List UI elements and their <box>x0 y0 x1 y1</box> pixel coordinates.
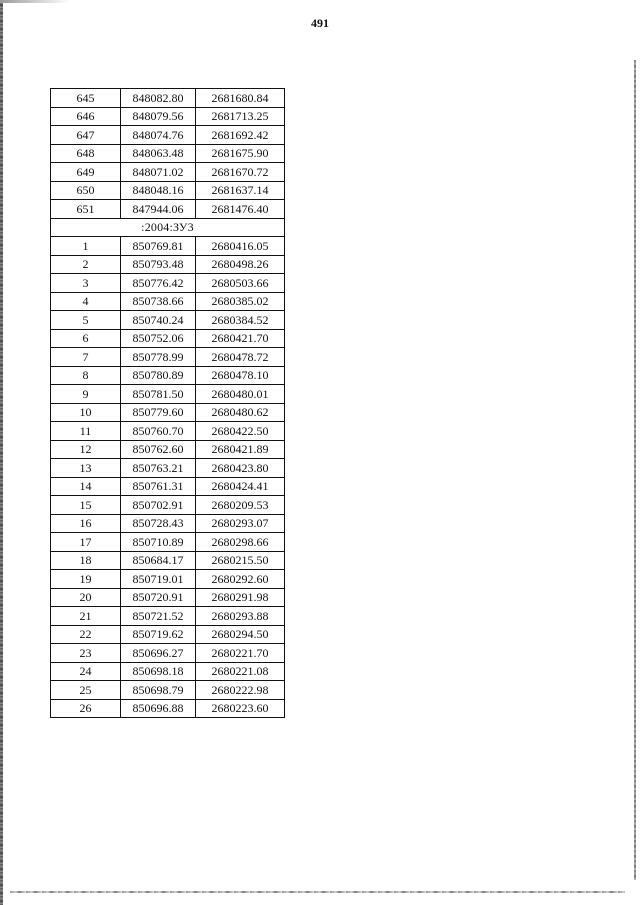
x-coordinate-cell: 850710.89 <box>121 533 196 552</box>
point-number-cell: 5 <box>51 311 121 330</box>
table-row <box>51 533 285 552</box>
table-row <box>51 644 285 663</box>
y-coordinate-cell: 2680503.66 <box>196 274 285 293</box>
table-row <box>51 144 285 163</box>
y-coordinate-cell: 2680209.53 <box>196 496 285 515</box>
x-coordinate-cell: 850762.60 <box>121 440 196 459</box>
table-row <box>51 662 285 681</box>
table-row <box>51 514 285 533</box>
table-row <box>51 699 285 718</box>
scan-edge-left <box>0 0 3 905</box>
x-coordinate-cell: 850781.50 <box>121 385 196 404</box>
table-row <box>51 588 285 607</box>
point-number-cell: 10 <box>51 403 121 422</box>
table-row <box>51 496 285 515</box>
x-coordinate-cell: 848082.80 <box>121 89 196 108</box>
table-row <box>51 366 285 385</box>
point-number-cell: 24 <box>51 662 121 681</box>
point-number-cell: 21 <box>51 607 121 626</box>
y-coordinate-cell: 2680423.80 <box>196 459 285 478</box>
x-coordinate-cell: 850780.89 <box>121 366 196 385</box>
x-coordinate-cell: 850696.27 <box>121 644 196 663</box>
x-coordinate-cell: 850738.66 <box>121 292 196 311</box>
y-coordinate-cell: 2680478.10 <box>196 366 285 385</box>
x-coordinate-cell: 850702.91 <box>121 496 196 515</box>
scan-edge-bottom <box>10 891 625 893</box>
coordinates-table <box>50 88 285 718</box>
point-number-cell: 12 <box>51 440 121 459</box>
scan-corner-mark <box>0 0 70 3</box>
x-coordinate-cell: 848079.56 <box>121 107 196 126</box>
y-coordinate-cell: 2680222.98 <box>196 681 285 700</box>
x-coordinate-cell: 850721.52 <box>121 607 196 626</box>
x-coordinate-cell: 847944.06 <box>121 200 196 219</box>
table-row <box>51 200 285 219</box>
point-number-cell: 22 <box>51 625 121 644</box>
x-coordinate-cell: 848071.02 <box>121 163 196 182</box>
x-coordinate-cell: 850728.43 <box>121 514 196 533</box>
y-coordinate-cell: 2680293.88 <box>196 607 285 626</box>
y-coordinate-cell: 2681692.42 <box>196 126 285 145</box>
point-number-cell: 11 <box>51 422 121 441</box>
point-number-cell: 2 <box>51 255 121 274</box>
point-number-cell: 650 <box>51 181 121 200</box>
section-header-row <box>51 218 285 237</box>
point-number-cell: 16 <box>51 514 121 533</box>
y-coordinate-cell: 2680498.26 <box>196 255 285 274</box>
table-row <box>51 311 285 330</box>
x-coordinate-cell: 850763.21 <box>121 459 196 478</box>
point-number-cell: 20 <box>51 588 121 607</box>
point-number-cell: 7 <box>51 348 121 367</box>
y-coordinate-cell: 2680294.50 <box>196 625 285 644</box>
point-number-cell: 14 <box>51 477 121 496</box>
y-coordinate-cell: 2680478.72 <box>196 348 285 367</box>
x-coordinate-cell: 850752.06 <box>121 329 196 348</box>
x-coordinate-cell: 850698.79 <box>121 681 196 700</box>
x-coordinate-cell: 848074.76 <box>121 126 196 145</box>
table-row <box>51 348 285 367</box>
point-number-cell: 4 <box>51 292 121 311</box>
y-coordinate-cell: 2680215.50 <box>196 551 285 570</box>
table-row <box>51 107 285 126</box>
y-coordinate-cell: 2680480.62 <box>196 403 285 422</box>
y-coordinate-cell: 2680221.70 <box>196 644 285 663</box>
point-number-cell: 647 <box>51 126 121 145</box>
y-coordinate-cell: 2680298.66 <box>196 533 285 552</box>
table-row <box>51 292 285 311</box>
y-coordinate-cell: 2680293.07 <box>196 514 285 533</box>
y-coordinate-cell: 2681670.72 <box>196 163 285 182</box>
x-coordinate-cell: 850698.18 <box>121 662 196 681</box>
x-coordinate-cell: 850776.42 <box>121 274 196 293</box>
point-number-cell: 649 <box>51 163 121 182</box>
x-coordinate-cell: 850696.88 <box>121 699 196 718</box>
point-number-cell: 13 <box>51 459 121 478</box>
table-row <box>51 181 285 200</box>
table-row <box>51 126 285 145</box>
x-coordinate-cell: 850778.99 <box>121 348 196 367</box>
x-coordinate-cell: 850740.24 <box>121 311 196 330</box>
table-row <box>51 459 285 478</box>
y-coordinate-cell: 2680291.98 <box>196 588 285 607</box>
x-coordinate-cell: 850769.81 <box>121 237 196 256</box>
point-number-cell: 8 <box>51 366 121 385</box>
scan-edge-right <box>634 60 636 880</box>
table-row <box>51 255 285 274</box>
table-row <box>51 440 285 459</box>
point-number-cell: 3 <box>51 274 121 293</box>
y-coordinate-cell: 2681680.84 <box>196 89 285 108</box>
y-coordinate-cell: 2681675.90 <box>196 144 285 163</box>
table-row <box>51 570 285 589</box>
y-coordinate-cell: 2680424.41 <box>196 477 285 496</box>
table-row <box>51 329 285 348</box>
x-coordinate-cell: 850779.60 <box>121 403 196 422</box>
y-coordinate-cell: 2681713.25 <box>196 107 285 126</box>
coordinates-rows-group-2 <box>51 237 285 718</box>
table-row <box>51 274 285 293</box>
page-number: 491 <box>311 16 329 30</box>
x-coordinate-cell: 850761.31 <box>121 477 196 496</box>
y-coordinate-cell: 2680421.70 <box>196 329 285 348</box>
table-row <box>51 625 285 644</box>
table-row <box>51 237 285 256</box>
table-row <box>51 681 285 700</box>
x-coordinate-cell: 850719.62 <box>121 625 196 644</box>
point-number-cell: 23 <box>51 644 121 663</box>
point-number-cell: 645 <box>51 89 121 108</box>
y-coordinate-cell: 2680480.01 <box>196 385 285 404</box>
table-row <box>51 89 285 108</box>
point-number-cell: 651 <box>51 200 121 219</box>
point-number-cell: 19 <box>51 570 121 589</box>
x-coordinate-cell: 850793.48 <box>121 255 196 274</box>
point-number-cell: 15 <box>51 496 121 515</box>
section-header-group <box>51 218 285 237</box>
section-label: :2004:ЗУ3 <box>51 218 285 237</box>
table-row <box>51 477 285 496</box>
table-row <box>51 385 285 404</box>
coordinates-rows-group-1 <box>51 89 285 219</box>
table-row <box>51 403 285 422</box>
x-coordinate-cell: 850720.91 <box>121 588 196 607</box>
point-number-cell: 26 <box>51 699 121 718</box>
y-coordinate-cell: 2680422.50 <box>196 422 285 441</box>
point-number-cell: 17 <box>51 533 121 552</box>
table-row <box>51 422 285 441</box>
point-number-cell: 25 <box>51 681 121 700</box>
y-coordinate-cell: 2680421.89 <box>196 440 285 459</box>
y-coordinate-cell: 2681476.40 <box>196 200 285 219</box>
point-number-cell: 18 <box>51 551 121 570</box>
point-number-cell: 6 <box>51 329 121 348</box>
y-coordinate-cell: 2680384.52 <box>196 311 285 330</box>
x-coordinate-cell: 850684.17 <box>121 551 196 570</box>
x-coordinate-cell: 850760.70 <box>121 422 196 441</box>
y-coordinate-cell: 2680223.60 <box>196 699 285 718</box>
table-row <box>51 551 285 570</box>
x-coordinate-cell: 848063.48 <box>121 144 196 163</box>
table-row <box>51 607 285 626</box>
y-coordinate-cell: 2680292.60 <box>196 570 285 589</box>
x-coordinate-cell: 848048.16 <box>121 181 196 200</box>
y-coordinate-cell: 2681637.14 <box>196 181 285 200</box>
point-number-cell: 648 <box>51 144 121 163</box>
point-number-cell: 646 <box>51 107 121 126</box>
x-coordinate-cell: 850719.01 <box>121 570 196 589</box>
point-number-cell: 9 <box>51 385 121 404</box>
y-coordinate-cell: 2680416.05 <box>196 237 285 256</box>
y-coordinate-cell: 2680221.08 <box>196 662 285 681</box>
point-number-cell: 1 <box>51 237 121 256</box>
table-row <box>51 163 285 182</box>
y-coordinate-cell: 2680385.02 <box>196 292 285 311</box>
